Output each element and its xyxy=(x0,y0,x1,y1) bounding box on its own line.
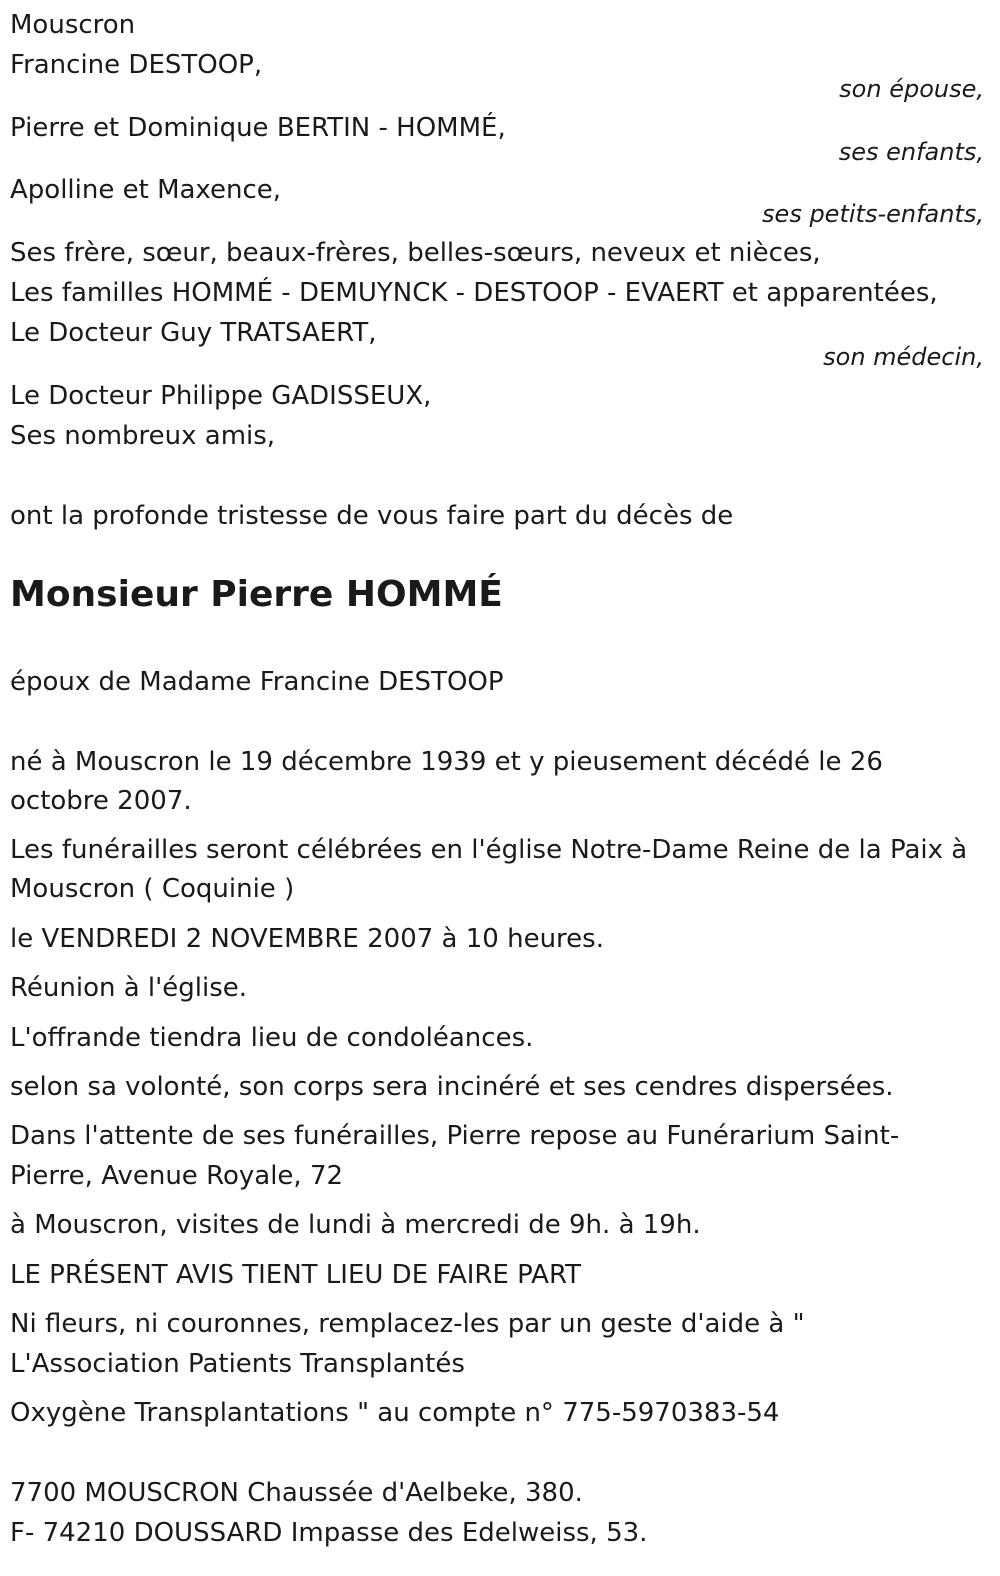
doctor1-role: son médecin, xyxy=(823,343,984,371)
siblings-line: Ses frère, sœur, beaux-frères, belles-sœurs, neveux et nièces, xyxy=(10,238,821,268)
families-line: Les familles HOMMÉ - DEMUYNCK - DESTOOP - EVAERT et apparentées, xyxy=(10,278,938,308)
rest-line-2: Pierre, Avenue Royale, 72 xyxy=(10,1161,344,1191)
funeral-date: le VENDREDI 2 NOVEMBRE 2007 à 10 heures. xyxy=(10,924,604,954)
rest-line-1: Dans l'attente de ses funérailles, Pierre repose au Funérarium Saint- xyxy=(10,1121,900,1151)
flowers-line-3: Oxygène Transplantations " au compte n° 775-5970383-54 xyxy=(10,1398,780,1428)
address-line-1: 7700 MOUSCRON Chaussée d'Aelbeke, 380. xyxy=(10,1478,583,1508)
birth-death-line-1: né à Mouscron le 19 décembre 1939 et y pieusement décédé le 26 xyxy=(10,747,883,777)
notice-line: LE PRÉSENT AVIS TIENT LIEU DE FAIRE PART xyxy=(10,1260,582,1290)
doctor1-name: Le Docteur Guy TRATSAERT, xyxy=(10,318,377,348)
offering-line: L'offrande tiendra lieu de condoléances. xyxy=(10,1023,534,1053)
announcement-line: ont la profonde tristesse de vous faire part du décès de xyxy=(10,501,734,531)
funeral-line-1: Les funérailles seront célébrées en l'église Notre-Dame Reine de la Paix à xyxy=(10,835,968,865)
spouse-role: son épouse, xyxy=(839,75,984,103)
grandchildren-role: ses petits-enfants, xyxy=(762,200,984,228)
spouse-of-line: époux de Madame Francine DESTOOP xyxy=(10,667,504,697)
meeting-line: Réunion à l'église. xyxy=(10,973,248,1003)
flowers-line-2: L'Association Patients Transplantés xyxy=(10,1349,465,1379)
address-line-2: F- 74210 DOUSSARD Impasse des Edelweiss, 53. xyxy=(10,1518,648,1548)
spouse-name: Francine DESTOOP, xyxy=(10,50,263,80)
grandchildren-names: Apolline et Maxence, xyxy=(10,175,282,205)
children-role: ses enfants, xyxy=(838,138,984,166)
flowers-line-1: Ni fleurs, ni couronnes, remplacez-les par un geste d'aide à " xyxy=(10,1309,805,1339)
friends-line: Ses nombreux amis, xyxy=(10,421,276,451)
city-heading: Mouscron xyxy=(10,10,136,40)
birth-death-line-2: octobre 2007. xyxy=(10,786,192,816)
deceased-name: Monsieur Pierre HOMMÉ xyxy=(10,574,503,615)
funeral-line-2: Mouscron ( Coquinie ) xyxy=(10,874,295,904)
children-names: Pierre et Dominique BERTIN - HOMMÉ, xyxy=(10,113,506,143)
visits-line: à Mouscron, visites de lundi à mercredi de 9h. à 19h. xyxy=(10,1210,701,1240)
doctor2-name: Le Docteur Philippe GADISSEUX, xyxy=(10,381,432,411)
cremation-line: selon sa volonté, son corps sera incinéré et ses cendres dispersées. xyxy=(10,1072,894,1102)
